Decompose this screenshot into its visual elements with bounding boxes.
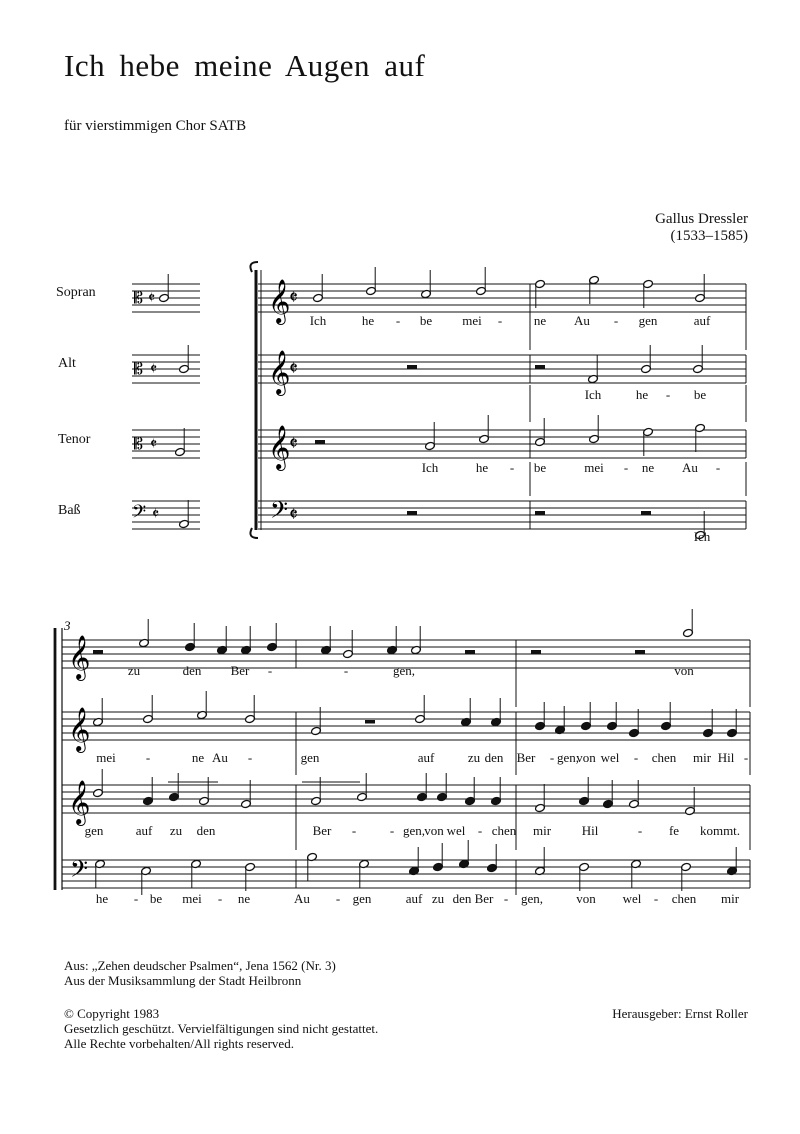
rest <box>365 720 375 724</box>
copyright-line: Alle Rechte vorbehalten/All rights reserved. <box>64 1036 294 1051</box>
lyric-syllable-sopran: mei <box>462 313 482 328</box>
lyric-syllable-tenor: auf <box>135 823 153 838</box>
lyric-syllable-sopran: Au <box>574 313 590 328</box>
lyric-syllable-bass: - <box>217 891 223 906</box>
lyric-syllable-bass: ne <box>237 891 251 906</box>
lyric-syllable-sopran: - <box>613 313 619 328</box>
lyric-syllable-bass: wel <box>622 891 642 906</box>
lyric-syllable-bass: auf <box>405 891 423 906</box>
rest <box>315 440 325 444</box>
copyright-note <box>64 1006 378 1051</box>
c-clef-icon: 𝄡 <box>134 288 143 307</box>
lyric-syllable-tenor: von <box>424 823 444 838</box>
lyric-syllable-alt: gen <box>300 750 320 765</box>
lyric-syllable-bass: Au <box>294 891 310 906</box>
lyric-syllable-tenor: he <box>475 460 489 475</box>
voice-label-alt: Alt <box>58 356 76 371</box>
lyric-syllable-tenor: - <box>351 823 357 838</box>
lyric-syllable-alt: chen <box>651 750 677 765</box>
treble-clef-icon: 𝄞 <box>268 425 291 469</box>
time-signature: 𝄵 <box>289 285 298 309</box>
lyric-syllable-tenor: wel <box>446 823 466 838</box>
lyric-syllable-alt: Au <box>212 750 228 765</box>
lyric-syllable-sopran: gen, <box>392 663 416 678</box>
lyric-syllable-bass: mei <box>182 891 202 906</box>
c-clef-icon: 𝄡 <box>134 359 143 378</box>
lyric-syllable-alt: auf <box>417 750 435 765</box>
lyric-syllable-tenor: - <box>389 823 395 838</box>
lyric-syllable-sopran: - <box>343 663 349 678</box>
lyric-syllable-tenor: Au <box>682 460 698 475</box>
lyric-syllable-bass: den <box>452 891 472 906</box>
time-signature: 𝄵 <box>289 502 298 526</box>
lyric-syllable-tenor: chen <box>491 823 517 838</box>
lyric-syllable-sopran: Ich <box>309 313 327 328</box>
time-signature: 𝄵 <box>150 359 158 378</box>
lyric-syllable-alt: Ich <box>584 387 602 402</box>
voice-label-sopran: Sopran <box>56 285 96 300</box>
lyric-syllable-tenor: mir <box>532 823 552 838</box>
source-line: Aus: „Zehen deudscher Psalmen“, Jena 1562 (Nr. 3) <box>64 958 336 973</box>
time-signature: 𝄵 <box>289 356 298 380</box>
rest <box>407 511 417 515</box>
rest <box>535 365 545 369</box>
measure-number: 3 <box>64 618 71 633</box>
lyric-syllable-tenor: mei <box>584 460 604 475</box>
time-signature: 𝄵 <box>289 431 298 455</box>
lyric-syllable-sopran: Ber <box>230 663 250 678</box>
lyric-syllable-alt: - <box>743 750 749 765</box>
page-title: Ich hebe meine Augen auf <box>64 48 426 83</box>
treble-clef-icon: 𝄞 <box>68 780 91 824</box>
lyric-syllable-bass: Ber <box>474 891 494 906</box>
treble-clef-icon: 𝄞 <box>68 635 91 679</box>
lyric-syllable-tenor: Hil <box>581 823 599 838</box>
lyric-syllable-alt: - <box>633 750 639 765</box>
lyric-syllable-sopran: gen <box>638 313 658 328</box>
lyric-syllable-tenor: - <box>477 823 483 838</box>
lyric-syllable-sopran: von <box>674 663 694 678</box>
lyric-syllable-bass: - <box>653 891 659 906</box>
rest <box>531 650 541 654</box>
lyric-syllable-alt: gen, <box>556 750 580 765</box>
lyric-syllable-alt: zu <box>467 750 481 765</box>
lyric-syllable-bass: he <box>95 891 109 906</box>
lyric-syllable-bass: Ich <box>693 529 711 544</box>
lyric-syllable-alt: wel <box>600 750 620 765</box>
lyric-syllable-alt: - <box>247 750 253 765</box>
subtitle: für vierstimmigen Chor SATB <box>64 118 247 134</box>
lyric-syllable-bass: von <box>576 891 596 906</box>
lyric-syllable-sopran: zu <box>127 663 141 678</box>
treble-clef-icon: 𝄞 <box>268 350 291 394</box>
voice-label-bass: Baß <box>58 503 81 518</box>
rest <box>535 511 545 515</box>
lyric-syllable-sopran: den <box>182 663 202 678</box>
lyric-syllable-tenor: - <box>623 460 629 475</box>
treble-clef-icon: 𝄞 <box>68 707 91 751</box>
source-line: Aus der Musiksammlung der Stadt Heilbronn <box>64 973 302 988</box>
lyric-syllable-tenor: zu <box>169 823 183 838</box>
lyric-syllable-bass: gen, <box>520 891 544 906</box>
c-clef-icon: 𝄡 <box>134 434 143 453</box>
lyric-syllable-alt: mei <box>96 750 116 765</box>
lyric-syllable-sopran: - <box>497 313 503 328</box>
treble-clef-icon: 𝄞 <box>268 279 291 323</box>
lyric-syllable-alt: mir <box>692 750 712 765</box>
editor-credit: Herausgeber: Ernst Roller <box>612 1006 748 1021</box>
lyric-syllable-tenor: - <box>715 460 721 475</box>
lyric-syllable-bass: - <box>503 891 509 906</box>
rest <box>465 650 475 654</box>
lyric-syllable-bass: be <box>149 891 163 906</box>
lyric-syllable-bass: zu <box>431 891 445 906</box>
lyric-syllable-tenor: ne <box>641 460 655 475</box>
lyric-syllable-alt: be <box>693 387 707 402</box>
lyric-syllable-tenor: - <box>509 460 515 475</box>
rest <box>93 650 103 654</box>
rest <box>641 511 651 515</box>
lyric-syllable-tenor: be <box>533 460 547 475</box>
voice-label-tenor: Tenor <box>58 432 91 447</box>
lyric-syllable-tenor: Ich <box>421 460 439 475</box>
copyright-line: © Copyright 1983 <box>64 1006 160 1021</box>
lyric-syllable-tenor: gen, <box>402 823 426 838</box>
lyric-syllable-sopran: ne <box>533 313 547 328</box>
lyric-syllable-alt: von <box>576 750 596 765</box>
lyric-syllable-tenor: fe <box>668 823 680 838</box>
time-signature: 𝄵 <box>148 288 156 307</box>
lyric-syllable-bass: mir <box>720 891 740 906</box>
lyric-syllable-tenor: kommt. <box>699 823 741 838</box>
lyric-syllable-sopran: be <box>419 313 433 328</box>
lyric-syllable-alt: den <box>484 750 504 765</box>
rest <box>407 365 417 369</box>
lyric-syllable-alt: Ber <box>516 750 536 765</box>
lyric-syllable-bass: chen <box>671 891 697 906</box>
lyric-syllable-tenor: - <box>637 823 643 838</box>
lyric-syllable-alt: Hil <box>717 750 735 765</box>
lyric-syllable-sopran: auf <box>693 313 711 328</box>
lyric-syllable-alt: - <box>665 387 671 402</box>
bass-clef-icon: 𝄢 <box>70 855 89 888</box>
copyright-line: Gesetzlich geschützt. Vervielfältigungen sind nicht gestattet. <box>64 1021 379 1036</box>
time-signature: 𝄵 <box>150 434 158 453</box>
bass-clef-icon: 𝄢 <box>132 502 147 527</box>
time-signature: 𝄵 <box>152 504 160 523</box>
lyric-syllable-sopran: - <box>395 313 401 328</box>
composer-name: Gallus Dressler <box>655 211 748 227</box>
lyric-syllable-alt: ne <box>191 750 205 765</box>
rest <box>635 650 645 654</box>
lyric-syllable-sopran: - <box>267 663 273 678</box>
lyric-syllable-alt: - <box>145 750 151 765</box>
lyric-syllable-bass: - <box>133 891 139 906</box>
source-note <box>64 958 336 988</box>
lyric-syllable-sopran: he <box>361 313 375 328</box>
lyric-syllable-tenor: den <box>196 823 216 838</box>
lyric-syllable-tenor: Ber <box>312 823 332 838</box>
lyric-syllable-bass: - <box>335 891 341 906</box>
lyric-syllable-alt: - <box>549 750 555 765</box>
lyric-syllable-bass: gen <box>352 891 372 906</box>
lyric-syllable-alt: he <box>635 387 649 402</box>
bass-clef-icon: 𝄢 <box>270 496 289 529</box>
lyric-syllable-tenor: gen <box>84 823 104 838</box>
composer-dates: (1533–1585) <box>670 228 748 244</box>
